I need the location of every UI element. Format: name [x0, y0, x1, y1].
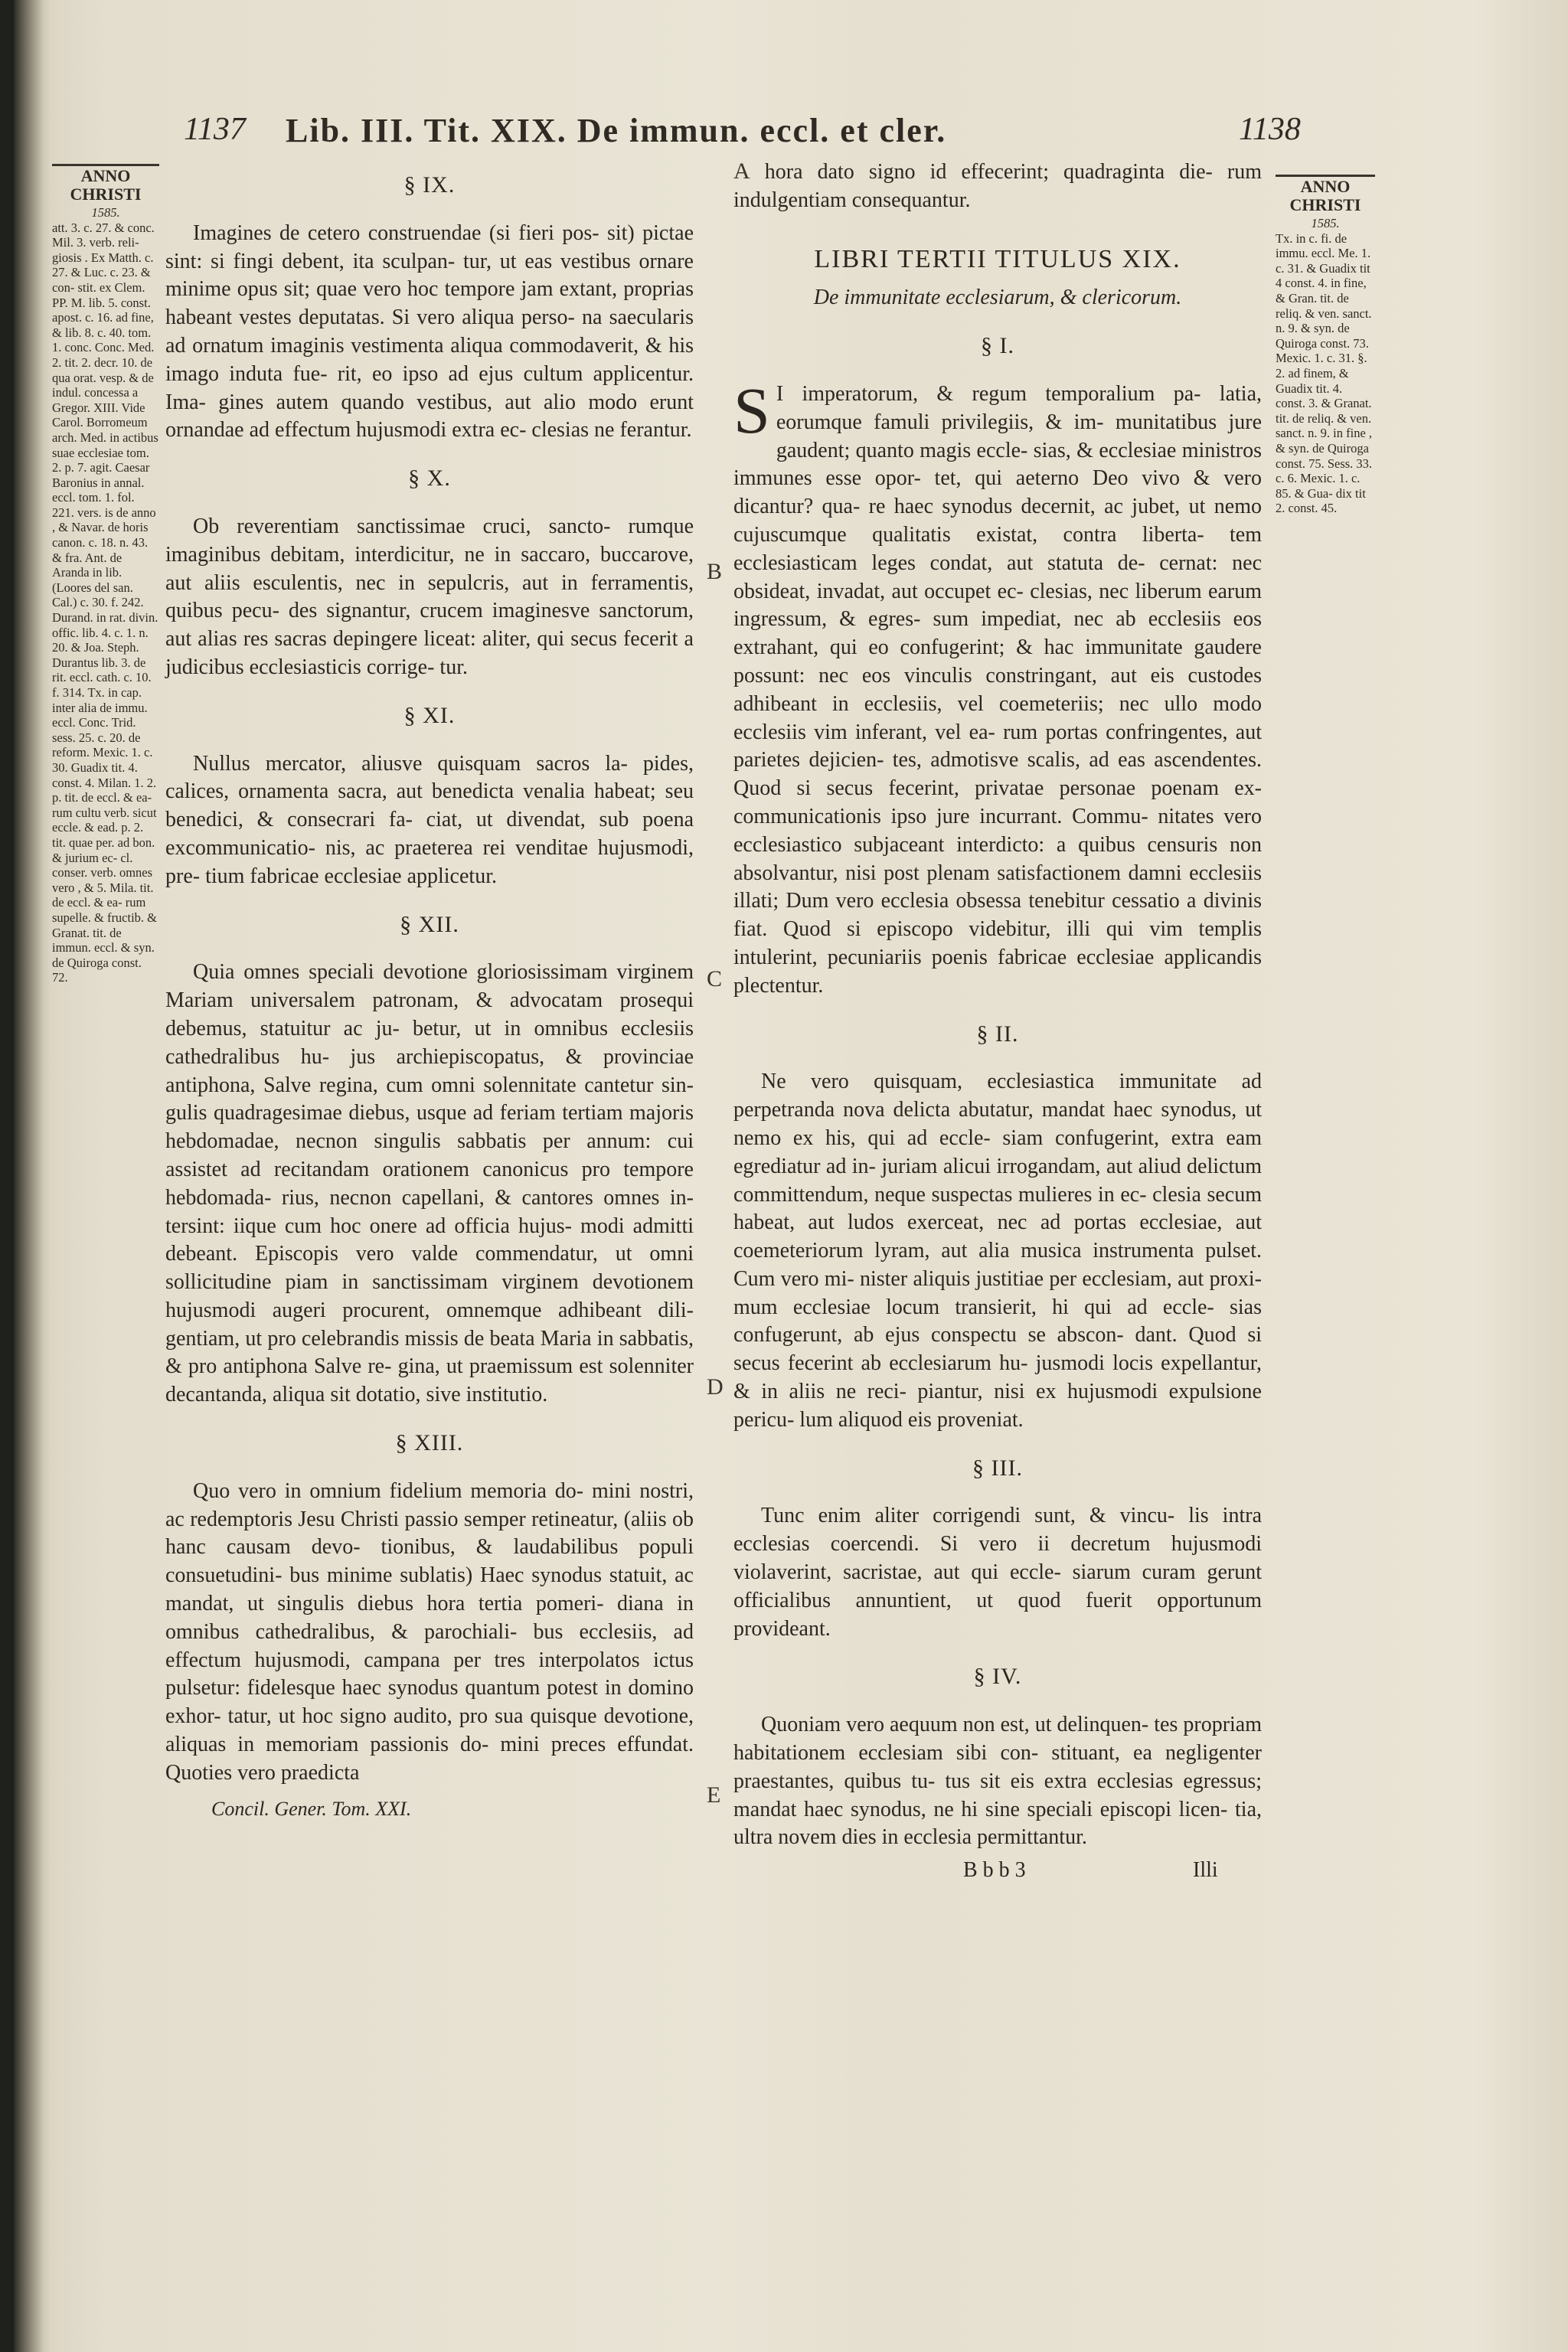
right-anno-label: ANNO CHRISTI [1289, 177, 1361, 214]
section-heading: § II. [976, 1021, 1019, 1047]
right-margin-notes [1276, 178, 1375, 516]
margin-letter-e: E [707, 1782, 721, 1808]
page-number-left: 1137 [184, 112, 246, 147]
section-text: Ne vero quisquam, ecclesiastica immunitate ad perpetranda nova delicta abutatur, mandat haec synodus, ut nemo ex his, qui ad eccle- siam confugerint, extra eam egrediatur ad in- juriam alicui irrogandam, aut aliud delictum committendum, neque suspectas mulieres in ec- clesia secum habeat, aut ludos exerceat, nec ad portas ecclesiae, aut coemeteriorum lyram, aut alia musica instrumenta pulset. Cum vero mi- nister aliquis justitiae per ecclesiam, aut proxi- mum ecclesiae locum transierit, hi qui ad eccle- sias confugerunt, ab ejus conspectu se abscon- dant. Quod si secus fecerint ab ecclesiarum hu- jusmodi locis expellantur, & in aliis ne reci- piantur, nisi ex hujusmodi expulsione pericu- lum aliquod eis proveniat. [733, 1070, 1262, 1432]
right-margin-text: Tx. in c. fi. de immu. eccl. Me. 1. c. 31. & Guadix tit 4 const. 4. in fine, & Gran. tit. de reliq. & ven. sanct. n. 9. & syn. de Quiroga const. 73. Mexic. 1. c. 31. §. 2. ad finem, & Guadix tit. 4. const. 3. & Granat. tit. de reliq. & ven. sanct. n. 9. in fine , & syn. de Quiroga const. 75. Sess. 33. c. 6. Mexic. 1. c. 85. & Gua- dix tit 2. const. 45. [1276, 230, 1373, 516]
section-heading: § IV. [973, 1664, 1022, 1690]
right-anno-year: 1585. [1311, 216, 1340, 230]
margin-letter-d: D [707, 1374, 724, 1400]
section-text: Ob reverentiam sanctissimae cruci, sancto- rumque imaginibus debitam, interdicitur, ne in saccaro, buccarove, aut aliis esculentis, nec in sepulcris, aut in ferramentis, quibus pecu- des signantur, crucem imaginesve sanctorum, aut alias res sacras depingere liceat: aliter, qui secus fecerit a judicibus ecclesiasticis corrige- tur. [165, 514, 694, 679]
left-anno-label: ANNO CHRISTI [70, 166, 142, 204]
margin-letter-b: B [707, 559, 723, 584]
page-footer-left: Concil. Gener. Tom. XXI. [211, 1797, 412, 1820]
catchword: Illi [1193, 1858, 1218, 1883]
section-text: I imperatorum, & regum temporalium pa- latia, eorumque famuli privilegiis, & im- munitatibus jure gaudent; quanto magis eccle- sias, & ecclesiae ministros immunes esse opor- tet, qui aeterno Deo vivo & vero dicantur? qua- re haec synodus decernit, ac jubet, ut nemo cujuscumque qualitatis existat, contra liberta- tem ecclesiasticam leges condat, aut statuta de- cernat: nec obsideat, invadat, aut occupet ec- clesias, nec liberum earum ingressum, & egres- sum impediat, nec ab ecclesiis eos extrahant, qui eo confugerint; & hac immunitate gaudere possunt: nec eos vinculis constringant, aut eis custodes adhibeant in ecclesiis, vel coemeteriis; nec ullo modo ecclesiis vim inferant, vel ea- rum portas confringentes, aut parietes dejicien- tes, admotisve scalis, ad eas ascendentes. Quod si secus fecerint, privatae personae poenam ex- communicationis ipso jure incurrant. Commu- nitates vero ecclesiastico subjaceant interdicto: a quibus censuris non absolvantur, nisi post plenam satisfactionem damni ecclesiis illati; Dum vero ecclesia obsessa tenebitur cessatio a divinis fiat. Quod si episcopo videbitur, illi qui vim templis intulerint, pecuniariis poenis fabricae ecclesiae applicandis plectentur. [733, 381, 1262, 998]
book-title: LIBRI TERTII TITULUS XIX. [814, 244, 1181, 273]
running-title: Lib. III. Tit. XIX. De immun. eccl. et cler. [286, 112, 947, 149]
section-text: Quo vero in omnium fidelium memoria do- mini nostri, ac redemptoris Jesu Christi passio semper retineatur, (aliis ob hanc causam devo- tionibus, & laudabilibus populi consuetudini- bus minime sublatis) Haec synodus statuit, ac mandat, ut singulis diebus hora tertia pomeri- diana in omnibus cathedralibus, & parochiali- bus ecclesiis, ad effectum hujusmodi, campana per tres interpolatos ictus pulsetur: fidelesque haec synodus quantum potest in domino exhor- tatur, ut hoc signo audito, pro sua quisque devotione, aliquas in memoriam passionis do- mini preces effundat. Quoties vero praedicta [165, 1478, 694, 1785]
section-text: Quoniam vero aequum non est, ut delinquen- tes propriam habitationem ecclesiam sibi con- stituant, ea negligenter praestantes, quibus tu- tus sit eis extra ecclesias egressus; mandat haec synodus, ne hi sine speciali episcopi licen- tia, ultra novem dies in ecclesia permittantur. [733, 1713, 1262, 1850]
signature-mark: B b b 3 [963, 1858, 1026, 1883]
section-text: Tunc enim aliter corrigendi sunt, & vincu- lis intra ecclesias coercendi. Si vero ii decretum hujusmodi violaverint, sacristae, aut qui eccle- siarum curam gerunt officialibus annuntient, ut quod fuerit opportunum provideant. [733, 1504, 1262, 1641]
book-page [14, 0, 1568, 2352]
intro-text: hora dato signo id effecerint; quadraginta die- rum indulgentiam consequantur. [733, 160, 1262, 212]
section-heading: § XIII. [395, 1430, 464, 1456]
margin-letter-a: A [733, 158, 750, 184]
section-heading: § III. [972, 1455, 1023, 1481]
right-column [733, 158, 1262, 1887]
section-text: Nullus mercator, aliusve quisquam sacros la- pides, calices, ornamenta sacra, aut benedicta venalia habeat; seu benedici, & consecrari fa- ciat, ut divendat, sub poena excommunicatio- nis, ac praeterea rei venditae hujusmodi, pre- tium fabricae ecclesiae applicetur. [165, 751, 694, 888]
left-column [165, 168, 694, 1823]
section-heading: § XI. [403, 702, 456, 728]
book-subtitle: De immunitate ecclesiarum, & clericorum. [813, 286, 1182, 310]
section-heading: § I. [981, 333, 1014, 359]
section-heading: § X. [408, 466, 451, 492]
left-anno-year: 1585. [91, 205, 120, 220]
section-text: Imagines de cetero construendae (si fieri pos- sit) pictae sint: si fingi debent, ita sculpan- tur, ut eas vestibus ornare minime opus sit; quae vero hoc tempore jam extant, proprias habeant vestes deputatas. Si vero aliqua perso- na saecularis ad ornatum imaginis vestimenta aliqua commodaverit, & his imago induta fue- rit, eo ipso ad ejus cultum applicentur. Ima- gines autem quando vestibus, aut alio modo erunt ornandae ad effectum hujusmodi extra ec- clesias ne ferantur. [165, 220, 694, 443]
section-text: Quia omnes speciali devotione gloriosissimam virginem Mariam universalem patronam, & advocatam prosequi debemus, statuitur ac ju- betur, ut in omnibus ecclesiis cathedralibus hu- jus archiepiscopatus, & provinciae antiphona, Salve regina, cum omni solennitate cantetur sin- gulis quadragesimae diebus, usque ad feriam tertiam majoris hebdomadae, necnon singulis sabbatis per annum: cui assistet ad recitandam orationem canonicus pro tempore hebdomada- rius, necnon capellani, & cantores omnes in- tersint: iique cum hoc onere ad officia hujus- modi admitti debeant. Episcopis vero valde commendatur, ut omni sollicitudine piam in sanctissimam virginem devotionem hujusmodi augeri procurent, omnemque adhibeant dili- gentiam, ut pro celebrandis missis de beata Maria in sabbatis, & pro antiphona Salve re- gina, ut praemissum est solenniter decantanda, aliqua sit dotatio, sive institutio. [165, 960, 694, 1407]
margin-letter-c: C [707, 966, 723, 991]
left-margin-notes [52, 167, 159, 985]
left-margin-text: att. 3. c. 27. & conc. Mil. 3. verb. reli- giosis . Ex Matth. c. 27. & Luc. c. 23. & con- stit. ex Clem. PP. M. lib. 5. const. apost. c. 16. ad fine, & lib. 8. c. 40. tom. 1. conc. Conc. Med. 2. tit. 2. decr. 10. de qua orat. vesp. & de indul. concessa a Gregor. XIII. Vide Carol. Borromeum arch. Med. in actibus suae ecclesiae tom. 2. p. 7. agit. Caesar Baronius in annal. eccl. tom. 1. fol. 221. vers. is de anno , & Navar. de horis canon. c. 18. n. 43. & fra. Ant. de Aranda in lib. (Loores del san. Cal.) c. 30. f. 242. Durand. in rat. divin. offic. lib. 4. c. 1. n. 20. & Joa. Steph. Durantus lib. 3. de rit. eccl. cath. c. 10. f. 314. Tx. in cap. inter alia de immu. eccl. Conc. Trid. sess. 25. c. 20. de reform. Mexic. 1. c. 30. Guadix tit. 4. const. 4. Milan. 1. 2. p. tit. de eccl. & ea- rum cultu verb. sicut eccle. & ead. p. 2. tit. quae per. ad bon. & jurium ec- cl. conser. verb. omnes vero , & 5. Mila. tit. de eccl. & ea- rum supelle. & fructib. & Granat. tit. de immun. eccl. & syn. de Quiroga const. 72. [52, 220, 158, 985]
section-heading: § IX. [403, 172, 456, 198]
page-number-right: 1138 [1239, 112, 1301, 147]
dropcap-letter: S [733, 373, 770, 447]
book-spine [14, 0, 51, 2352]
section-heading: § XII. [400, 911, 459, 937]
